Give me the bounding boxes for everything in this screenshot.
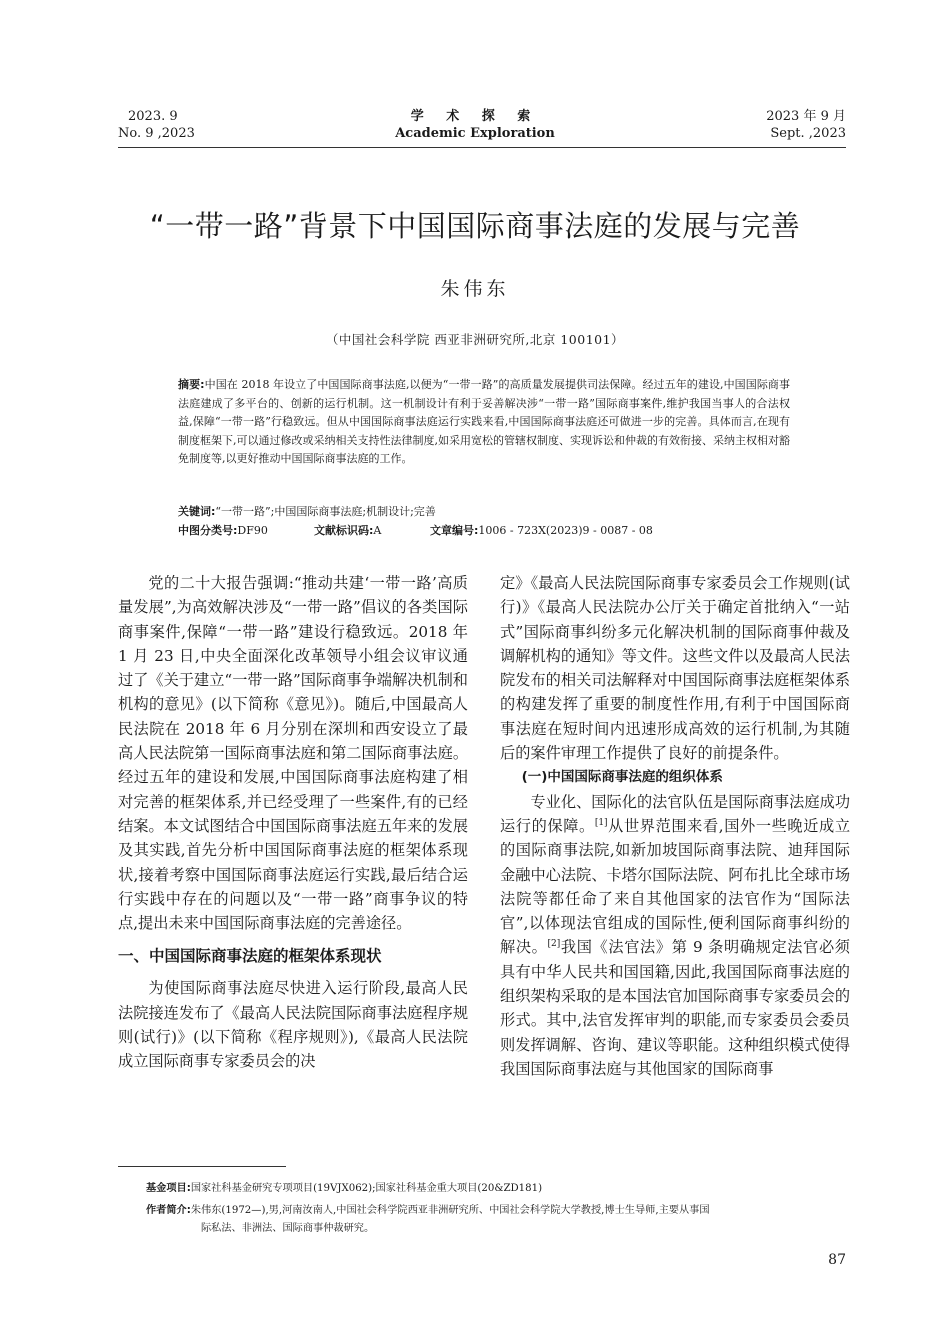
footnote-fund <box>146 1180 856 1198</box>
citation-ref-2[interactable]: [2] <box>547 939 561 950</box>
body-paragraph: 党的二十大报告强调:“推动共建‘一带一路’高质量发展”,为高效解决涉及“一带一路”倡议的各类国际商事案件,保障“一带一路”建设行稳致远。2018 年 1 月 23 日,中央全面深化改革领导小组会议审议通过了《关于建立“一带一路”国际商事争端解决机制和机构的意见》(以下简称《意见》)。随后,中国最高人民法院在 2018 年 6 月分别在深圳和西安设立了最高人民法院第一国际商事法庭和第二国际商事法庭。经过五年的建设和发展,中国国际商事法庭构建了相对完善的框架体系,并已经受理了一些案件,有的已经结案。本文试图结合中国国际商事法庭五年来的发展及其实践,首先分析中国国际商事法庭的框架体系现状,接着考察中国国际商事法庭运行实践,最后结合运行实践中存在的问题以及“一带一路”商事争议的特点,提出未来中国国际商事法庭的完善途径。 <box>118 574 468 933</box>
doc-code-value: A <box>373 524 382 537</box>
journal-name-en: Academic Exploration <box>395 126 555 141</box>
footnote-author <box>146 1202 856 1238</box>
clc-label: 中图分类号: <box>178 524 238 537</box>
abstract <box>178 376 790 469</box>
doc-code-group <box>314 522 430 540</box>
fund-label: 基金项目: <box>146 1183 191 1194</box>
issue-number: No. 9 ,2023 <box>118 126 195 141</box>
body-text: 专业化、国际化的法官队伍是国际商事法庭成功运行的保障。 <box>500 792 850 835</box>
abstract-label: 摘要: <box>178 378 205 391</box>
section-heading-1: 一、中国国际商事法庭的框架体系现状 <box>118 947 382 966</box>
clc-group <box>178 522 314 540</box>
journal-name <box>380 108 570 142</box>
abstract-text: 中国在 2018 年设立了中国国际商事法庭,以便为“一带一路”的高质量发展提供司法保障。经过五年的建设,中国国际商事法庭建成了多平台的、创新的运行机制。这一机制设计有利于妥善解决涉“一带一路”国际商事案件,维护我国当事人的合法权益,保障“一带一路”行稳致远。但从中国国际商事法庭运行实践来看,中国国际商事法庭还可做进一步的完善。具体而言,在现有制度框架下,可以通过修改或采纳相关支持性法律制度,如采用宽松的管辖权制度、实现诉讼和仲裁的有效衔接、采纳主权相对豁免制度等,以更好推动中国国际商事法庭的工作。 <box>178 378 790 465</box>
keywords <box>178 503 790 521</box>
author-bio-text: 朱伟东(1972—),男,河南汝南人,中国社会科学院西亚非洲研究所、中国社会科学院大学教授,博士生导师,主要从事国 <box>190 1205 710 1216</box>
body-paragraph: 定》《最高人民法院国际商事专家委员会工作规则(试行)》《最高人民法院办公厅关于确定首批纳入“一站式”国际商事纠纷多元化解决机制的国际商事仲裁及调解机构的通知》等文件。这些文件以及最高人民法院发布的相关司法解释对中国国际商事法庭框架体系的构建发挥了重要的制度性作用,有利于中国国际商事法庭在短时间内迅速形成高效的运行机制,为其随后的案件审理工作提供了良好的前提条件。 <box>500 574 850 763</box>
doc-code-label: 文献标识码: <box>314 524 374 537</box>
body-left-column <box>118 571 468 1074</box>
article-number-label: 文章编号: <box>430 524 479 537</box>
fund-text: 国家社科基金研究专项项目(19VJX062);国家社科基金重大项目(20&ZD181) <box>190 1183 543 1194</box>
article-number-value: 1006 - 723X(2023)9 - 0087 - 08 <box>478 524 653 537</box>
author-bio-text-cont: 际私法、非洲法、国际商事仲裁研究。 <box>201 1223 375 1234</box>
body-paragraph: 为使国际商事法庭尽快进入运行阶段,最高人民法院接连发布了《最高人民法院国际商事法庭程序规则(试行)》(以下简称《程序规则》),《最高人民法院成立国际商事专家委员会的决 <box>118 979 468 1071</box>
journal-issue-left <box>118 108 195 142</box>
footnote-rule <box>118 1166 286 1167</box>
article-number-group <box>430 522 653 540</box>
body-right-column <box>500 571 850 1081</box>
keywords-label: 关键词: <box>178 505 216 518</box>
citation-ref-1[interactable]: [1] <box>594 817 608 828</box>
journal-name-zh: 学 术 探 索 <box>410 109 540 124</box>
article-title: “一带一路”背景下中国国际商事法庭的发展与完善 <box>149 209 801 243</box>
classification-line <box>178 522 790 540</box>
body-text: 从世界范围来看,国外一些晚近成立的国际商事法院,如新加坡国际商事法院、迪拜国际金融中心法院、卡塔尔国际法院、阿布扎比全球市场法院等都任命了来自其他国家的法官作为“国际法官”,以体现法官组成的国际性,便利国际商事纠纷的解决。 <box>500 816 851 957</box>
issue-date: 2023. 9 <box>128 109 178 124</box>
body-paragraph <box>500 790 850 1082</box>
journal-issue-right <box>766 108 846 142</box>
author-name: 朱伟东 <box>440 278 510 300</box>
page-number: 87 <box>828 1252 846 1268</box>
header-rule <box>118 147 846 148</box>
keywords-text: “一带一路”;中国国际商事法庭;机制设计;完善 <box>215 505 436 518</box>
author-bio-label: 作者简介: <box>146 1205 191 1216</box>
subsection-heading-1: (一)中国国际商事法庭的组织体系 <box>521 769 723 786</box>
author-affiliation: （中国社会科学院 西亚非洲研究所,北京 100101） <box>325 332 625 347</box>
issue-date-zh: 2023 年 9 月 <box>766 109 846 124</box>
clc-value: DF90 <box>237 524 268 537</box>
issue-date-en: Sept. ,2023 <box>770 126 846 141</box>
body-text: 我国《法官法》第 9 条明确规定法官必须具有中华人民共和国国籍,因此,我国国际商事法庭的组织架构采取的是本国法官加国际商事专家委员会的形式。其中,法官发挥审判的职能,而专家委员会委员则发挥调解、咨询、建议等职能。这种组织模式使得我国国际商事法庭与其他国家的国际商事 <box>500 938 850 1078</box>
